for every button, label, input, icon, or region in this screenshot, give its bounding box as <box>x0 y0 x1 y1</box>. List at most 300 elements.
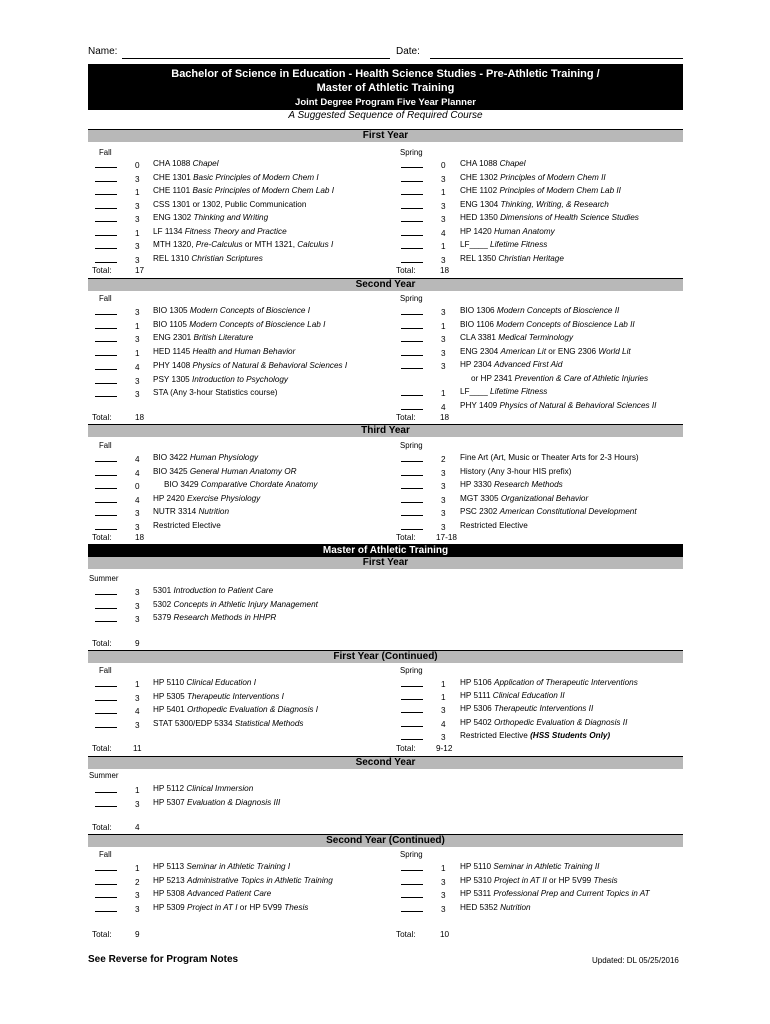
fy-fall-total: 11 <box>133 744 142 753</box>
second-year-bar: Second Year <box>88 278 683 291</box>
course-code: HP 5110 <box>460 862 494 871</box>
course-code: HP 5402 <box>460 718 494 727</box>
course-code: HED 1350 <box>460 213 501 222</box>
second-year-continued-bar: Second Year (Continued) <box>88 834 683 847</box>
credit-hours: 3 <box>135 175 140 184</box>
credit-hours: 4 <box>441 720 446 729</box>
course-code: HP 1420 <box>460 227 494 236</box>
course-title: Comparative Chordate Anatomy <box>200 480 318 489</box>
grade-blank[interactable] <box>401 699 423 700</box>
grade-blank[interactable] <box>401 248 423 249</box>
credit-hours: 4 <box>441 229 446 238</box>
credit-hours: 3 <box>441 905 446 914</box>
course-code: HP 5308 <box>153 889 187 898</box>
course-title: Medical Terminology <box>498 333 574 342</box>
course-title: British Literature <box>193 333 254 342</box>
grade-blank[interactable] <box>401 194 423 195</box>
credit-hours: 1 <box>135 322 140 331</box>
course-alt-code: or ENG 2306 <box>546 347 599 356</box>
fall-label: Fall <box>99 148 112 157</box>
grade-blank[interactable] <box>95 806 117 807</box>
course-code: HP 5309 <box>153 903 187 912</box>
credit-hours: 3 <box>135 523 140 532</box>
course-code: CSS 1301 or 1302, Public Communication <box>153 200 307 209</box>
credit-hours: 3 <box>135 215 140 224</box>
credit-hours: 3 <box>441 256 446 265</box>
y3-spring-total: 17-18 <box>436 533 457 542</box>
course-code: Restricted Elective <box>460 731 531 740</box>
credit-hours: 2 <box>135 878 140 887</box>
updated-stamp: Updated: DL 05/25/2016 <box>592 956 679 965</box>
course-title: Principles of Modern Chem II <box>500 173 606 182</box>
course-title: Nutrition <box>500 903 531 912</box>
grade-blank[interactable] <box>95 208 117 209</box>
credit-hours: 2 <box>441 455 446 464</box>
course-code: BIO 1106 <box>460 320 497 329</box>
grade-blank[interactable] <box>401 368 423 369</box>
grade-blank[interactable] <box>95 911 117 912</box>
course-code: HP 5305 <box>153 692 187 701</box>
course-code: LF 1134 <box>153 227 185 236</box>
course-code: HED 1145 <box>153 347 193 356</box>
course-title: General Human Anatomy OR <box>189 467 297 476</box>
course-title: Human Physiology <box>189 453 259 462</box>
second-year-bar-mat: Second Year <box>88 756 683 769</box>
grade-blank[interactable] <box>401 409 423 410</box>
course-title: Christian Scriptures <box>191 254 263 263</box>
course-code: BIO 1105 <box>153 320 190 329</box>
course-title: Prevention & Care of Athletic Injuries <box>514 374 649 383</box>
grade-blank[interactable] <box>401 341 423 342</box>
credit-hours: 3 <box>135 377 140 386</box>
credit-hours: 3 <box>441 496 446 505</box>
course-code: CHE 1302 <box>460 173 501 182</box>
grade-blank[interactable] <box>401 726 423 727</box>
course-item <box>460 480 563 490</box>
course-title: Pre-Calculus <box>195 240 243 249</box>
title-banner <box>88 64 683 110</box>
course-alt-title: Thesis <box>593 876 618 885</box>
spring-label: Spring <box>400 441 423 450</box>
course-title: Introduction to Psychology <box>192 375 289 384</box>
course-code: History (Any 3-hour HIS prefix) <box>460 467 572 476</box>
credit-hours: 3 <box>441 175 446 184</box>
credit-hours: 4 <box>135 469 140 478</box>
credit-hours: 1 <box>135 786 140 795</box>
course-alt-code: or HP 5V99 <box>237 903 285 912</box>
total-label: Total: <box>92 266 112 275</box>
course-title: Therapeutic Interventions I <box>187 692 284 701</box>
total-label: Total: <box>92 639 112 648</box>
course-code: HP 5311 <box>460 889 494 898</box>
course-title: Chapel <box>192 159 219 168</box>
third-year-bar: Third Year <box>88 424 683 437</box>
course-item <box>460 903 531 913</box>
course-item <box>153 306 310 316</box>
course-code: REL 1310 <box>153 254 192 263</box>
credit-hours: 1 <box>441 864 446 873</box>
course-title: Research Methods in HHPR <box>173 613 277 622</box>
grade-blank[interactable] <box>95 355 117 356</box>
sy-fall-total: 9 <box>135 930 140 939</box>
course-item <box>460 347 631 357</box>
title-line-1: Bachelor of Science in Education - Health Science Studies - Pre-Athletic Training / <box>171 68 600 80</box>
credit-hours: 0 <box>135 161 140 170</box>
credit-hours: 3 <box>135 390 140 399</box>
sy-spring-total: 10 <box>440 930 450 939</box>
summer1-total: 9 <box>135 639 140 648</box>
grade-blank[interactable] <box>401 502 423 503</box>
course-item <box>153 361 347 371</box>
grade-blank[interactable] <box>95 383 117 384</box>
grade-blank[interactable] <box>401 262 423 263</box>
grade-blank[interactable] <box>95 884 117 885</box>
credit-hours: 3 <box>135 602 140 611</box>
summer-label: Summer <box>89 771 119 780</box>
course-item <box>460 240 547 250</box>
course-item <box>460 876 618 886</box>
grade-blank[interactable] <box>401 167 423 168</box>
grade-blank[interactable] <box>401 395 423 396</box>
course-title: Clinical Education I <box>186 678 257 687</box>
course-code: CHE 1301 <box>153 173 194 182</box>
course-item <box>460 200 609 210</box>
course-title: Lifetime Fitness <box>490 387 548 396</box>
course-title: Human Anatomy <box>494 227 555 236</box>
course-item <box>153 320 325 330</box>
course-code: HP 5306 <box>460 704 494 713</box>
credit-hours: 4 <box>135 496 140 505</box>
course-title: Fitness Theory and Practice <box>184 227 287 236</box>
grade-blank[interactable] <box>401 328 423 329</box>
grade-blank[interactable] <box>401 181 423 182</box>
total-label: Total: <box>396 533 416 542</box>
course-code: HP 5113 <box>153 862 187 871</box>
credit-hours: 3 <box>135 891 140 900</box>
course-item <box>460 678 638 688</box>
course-code: or HP 2341 <box>471 374 515 383</box>
grade-blank[interactable] <box>95 328 117 329</box>
grade-blank[interactable] <box>95 475 117 476</box>
course-item <box>460 254 564 264</box>
credit-hours: 1 <box>441 389 446 398</box>
grade-blank[interactable] <box>95 608 117 609</box>
credit-hours: 1 <box>135 188 140 197</box>
spring-label: Spring <box>400 850 423 859</box>
course-title: Chapel <box>499 159 526 168</box>
credit-hours: 3 <box>135 509 140 518</box>
grade-blank[interactable] <box>95 700 117 701</box>
grade-blank[interactable] <box>95 235 117 236</box>
course-item <box>153 453 258 463</box>
summer2-total: 4 <box>135 823 140 832</box>
course-title: Modern Concepts of Bioscience I <box>189 306 311 315</box>
course-code: CHE 1102 <box>460 186 500 195</box>
course-item <box>153 333 253 343</box>
credit-hours: 1 <box>135 680 140 689</box>
grade-blank[interactable] <box>401 475 423 476</box>
course-code: BIO 1306 <box>460 306 497 315</box>
grade-blank[interactable] <box>95 262 117 263</box>
credit-hours: 0 <box>135 482 140 491</box>
course-title: American Lit <box>500 347 547 356</box>
grade-blank[interactable] <box>95 488 117 489</box>
credit-hours: 4 <box>135 455 140 464</box>
course-item <box>153 613 276 623</box>
course-code: HP 5110 <box>153 678 187 687</box>
grade-blank[interactable] <box>401 911 423 912</box>
y1-spring-total: 18 <box>440 266 450 275</box>
course-code: LF____ <box>460 240 491 249</box>
grade-blank[interactable] <box>95 727 117 728</box>
grade-blank[interactable] <box>401 355 423 356</box>
grade-blank[interactable] <box>401 461 423 462</box>
course-code: MGT 3305 <box>460 494 501 503</box>
course-code: HP 5213 <box>153 876 187 885</box>
grade-blank[interactable] <box>95 461 117 462</box>
course-code: CHA 1088 <box>460 159 500 168</box>
grade-blank[interactable] <box>95 167 117 168</box>
course-code: ENG 2304 <box>460 347 501 356</box>
course-title: Thinking and Writing <box>193 213 269 222</box>
credit-hours: 3 <box>135 588 140 597</box>
course-item <box>460 704 593 714</box>
course-title: Principles of Modern Chem Lab II <box>499 186 621 195</box>
credit-hours: 0 <box>441 161 446 170</box>
grade-blank[interactable] <box>95 181 117 182</box>
grade-blank[interactable] <box>401 686 423 687</box>
grade-blank[interactable] <box>95 369 117 370</box>
course-item <box>153 159 219 169</box>
course-item <box>460 401 656 411</box>
credit-hours: 3 <box>135 256 140 265</box>
course-code: STAT 5300/EDP 5334 <box>153 719 235 728</box>
course-title: Project in AT I <box>187 903 238 912</box>
course-item <box>460 333 573 343</box>
course-item <box>153 600 318 610</box>
credit-hours: 3 <box>135 308 140 317</box>
grade-blank[interactable] <box>95 314 117 315</box>
title-line-2: Master of Athletic Training <box>316 82 455 94</box>
course-item <box>153 692 284 702</box>
course-title: Health and Human Behavior <box>192 347 296 356</box>
course-title: Basic Principles of Modern Chem Lab I <box>192 186 334 195</box>
grade-blank[interactable] <box>401 235 423 236</box>
course-item <box>153 719 304 729</box>
grade-blank[interactable] <box>401 488 423 489</box>
credit-hours: 3 <box>135 202 140 211</box>
course-item <box>460 718 627 728</box>
grade-blank[interactable] <box>95 515 117 516</box>
course-item <box>153 784 253 794</box>
course-alt-code: or HP 5V99 <box>546 876 594 885</box>
y2-spring-total: 18 <box>440 413 450 422</box>
course-code: BIO 1305 <box>153 306 190 315</box>
grade-blank[interactable] <box>95 529 117 530</box>
course-title: Dimensions of Health Science Studies <box>500 213 639 222</box>
course-item <box>460 453 639 463</box>
grade-blank[interactable] <box>95 341 117 342</box>
course-code: CLA 3381 <box>460 333 499 342</box>
credit-hours: 3 <box>441 891 446 900</box>
mat-first-year-bar: First Year <box>88 557 683 569</box>
total-label: Total: <box>92 823 112 832</box>
course-code: HP 5106 <box>460 678 494 687</box>
course-item <box>460 360 562 370</box>
grade-blank[interactable] <box>95 713 117 714</box>
credit-hours: 3 <box>441 733 446 742</box>
credit-hours: 3 <box>441 482 446 491</box>
credit-hours: 1 <box>441 188 446 197</box>
course-item <box>153 903 308 913</box>
course-item <box>153 586 273 596</box>
course-code: HP 5307 <box>153 798 187 807</box>
grade-blank[interactable] <box>95 502 117 503</box>
grade-blank[interactable] <box>95 396 117 397</box>
course-item <box>460 862 599 872</box>
grade-blank[interactable] <box>401 870 423 871</box>
course-title: Introduction to Patient Care <box>173 586 274 595</box>
course-item <box>460 731 610 741</box>
grade-blank[interactable] <box>401 208 423 209</box>
credit-hours: 3 <box>441 362 446 371</box>
course-item <box>460 173 606 183</box>
program-notes-note: See Reverse for Program Notes <box>88 954 239 965</box>
course-code: BIO 3425 <box>153 467 190 476</box>
credit-hours: 3 <box>441 509 446 518</box>
course-item <box>460 889 650 899</box>
credit-hours: 1 <box>441 680 446 689</box>
grade-blank[interactable] <box>95 686 117 687</box>
grade-blank[interactable] <box>401 712 423 713</box>
course-note: (HSS Students Only) <box>530 731 611 740</box>
course-title: Modern Concepts of Bioscience II <box>496 306 620 315</box>
grade-blank[interactable] <box>95 248 117 249</box>
course-item <box>153 876 333 886</box>
grade-blank[interactable] <box>401 314 423 315</box>
course-title: Project in AT II <box>494 876 547 885</box>
total-label: Total: <box>396 930 416 939</box>
course-title: Therapeutic Interventions II <box>494 704 594 713</box>
course-code: 5302 <box>153 600 174 609</box>
credit-hours: 1 <box>441 242 446 251</box>
course-item <box>153 678 256 688</box>
credit-hours: 3 <box>135 615 140 624</box>
grade-blank[interactable] <box>95 594 117 595</box>
spring-label: Spring <box>400 294 423 303</box>
name-field[interactable] <box>122 58 390 59</box>
credit-hours: 4 <box>441 403 446 412</box>
spring-label: Spring <box>400 666 423 675</box>
credit-hours: 3 <box>441 878 446 887</box>
course-title: Orthopedic Evaluation & Diagnosis II <box>494 718 628 727</box>
grade-blank[interactable] <box>401 897 423 898</box>
credit-hours: 3 <box>441 202 446 211</box>
credit-hours: 3 <box>135 905 140 914</box>
credit-hours: 3 <box>441 523 446 532</box>
course-title: Research Methods <box>494 480 563 489</box>
total-label: Total: <box>396 744 416 753</box>
course-code: HP 5111 <box>460 691 493 700</box>
course-item <box>460 387 547 397</box>
date-field[interactable] <box>430 58 683 59</box>
course-code: CHE 1101 <box>153 186 193 195</box>
course-item <box>460 691 565 701</box>
course-item <box>460 227 555 237</box>
credit-hours: 3 <box>441 706 446 715</box>
course-title: Seminar in Athletic Training II <box>493 862 600 871</box>
course-title: Nutrition <box>198 507 230 516</box>
grade-blank[interactable] <box>95 621 117 622</box>
course-code: Restricted Elective <box>153 521 221 530</box>
grade-blank[interactable] <box>401 515 423 516</box>
credit-hours: 1 <box>135 229 140 238</box>
credit-hours: 4 <box>135 707 140 716</box>
course-title: Organizational Behavior <box>500 494 589 503</box>
course-item <box>471 374 648 384</box>
total-label: Total: <box>396 413 416 422</box>
course-code: Fine Art (Art, Music or Theater Arts for 2-3 Hours) <box>460 453 639 462</box>
grade-blank[interactable] <box>401 884 423 885</box>
grade-blank[interactable] <box>95 221 117 222</box>
course-title: Thinking, Writing, & Research <box>500 200 609 209</box>
fall-label: Fall <box>99 294 112 303</box>
credit-hours: 3 <box>441 469 446 478</box>
course-item <box>153 467 297 477</box>
course-item <box>153 186 334 196</box>
course-item <box>460 159 526 169</box>
course-item <box>460 213 639 223</box>
name-label: Name: <box>88 46 118 57</box>
credit-hours: 3 <box>135 335 140 344</box>
grade-blank[interactable] <box>401 739 423 740</box>
course-item <box>460 467 571 477</box>
course-code: HP 2304 <box>460 360 494 369</box>
course-item <box>460 186 621 196</box>
tagline: A Suggested Sequence of Required Course <box>288 110 483 121</box>
grade-blank[interactable] <box>95 870 117 871</box>
credit-hours: 1 <box>441 322 446 331</box>
grade-blank[interactable] <box>401 529 423 530</box>
course-alt-title: World Lit <box>598 347 631 356</box>
course-code: 5379 <box>153 613 174 622</box>
course-title: Application of Therapeutic Interventions <box>494 678 638 687</box>
date-label: Date: <box>396 46 420 57</box>
course-code: HP 5112 <box>153 784 187 793</box>
grade-blank[interactable] <box>95 897 117 898</box>
total-label: Total: <box>92 533 112 542</box>
credit-hours: 3 <box>135 242 140 251</box>
grade-blank[interactable] <box>95 792 117 793</box>
course-title: Evaluation & Diagnosis III <box>187 798 281 807</box>
course-title: Clinical Education II <box>492 691 565 700</box>
course-item <box>460 306 619 316</box>
credit-hours: 1 <box>135 349 140 358</box>
course-item <box>153 798 280 808</box>
credit-hours: 3 <box>441 335 446 344</box>
course-title: Orthopedic Evaluation & Diagnosis I <box>187 705 319 714</box>
course-title: Concepts in Athletic Injury Management <box>173 600 318 609</box>
course-code: PSY 1305 <box>153 375 192 384</box>
course-title: Physics of Natural & Behavioral Sciences I <box>192 361 348 370</box>
grade-blank[interactable] <box>95 194 117 195</box>
credit-hours: 4 <box>135 363 140 372</box>
course-code: HP 5401 <box>153 705 187 714</box>
first-year-bar: First Year <box>88 129 683 142</box>
credit-hours: 3 <box>441 308 446 317</box>
grade-blank[interactable] <box>401 221 423 222</box>
fall-label: Fall <box>99 850 112 859</box>
